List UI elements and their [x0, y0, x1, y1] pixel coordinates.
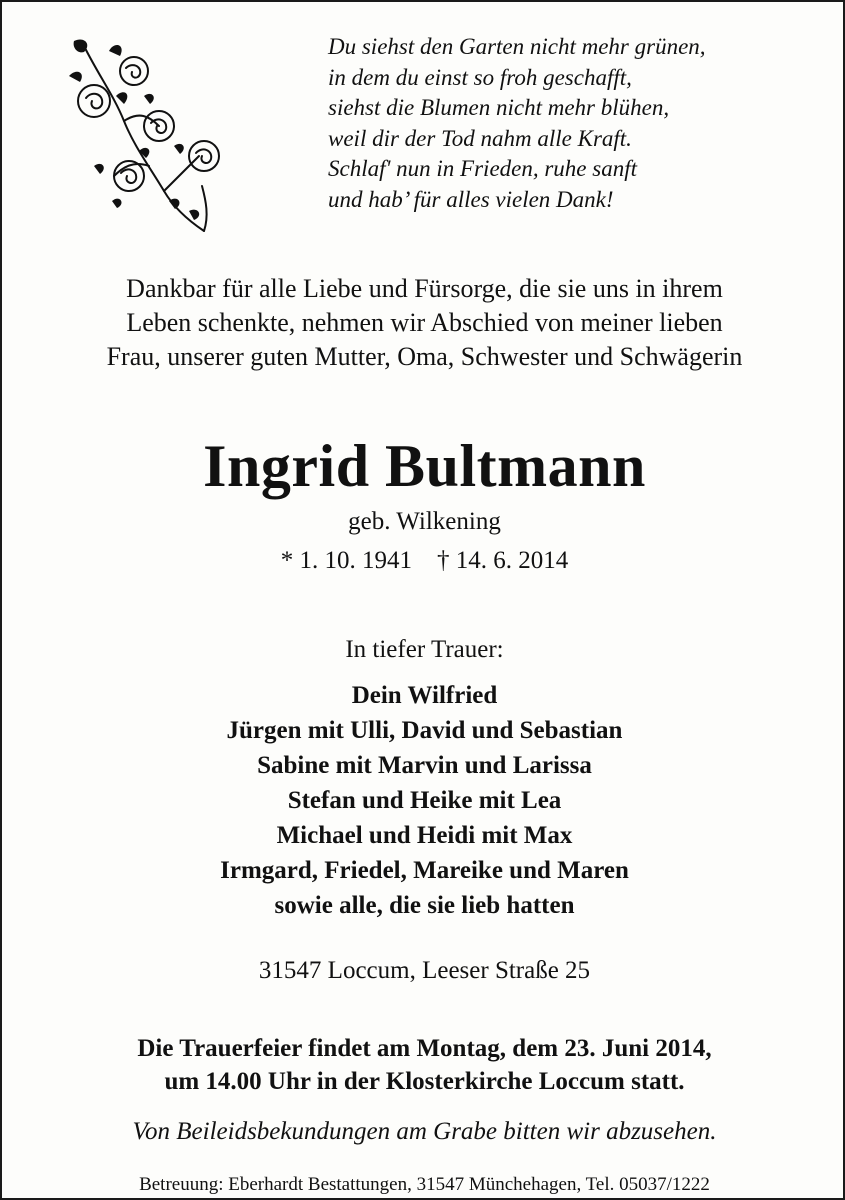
- address: 31547 Loccum, Leeser Straße 25: [258, 957, 591, 984]
- condolence-note: Von Beileidsbekundungen am Grabe bitten wir abzusehen.: [132, 1118, 717, 1145]
- mourner-line: Dein Wilfried: [351, 682, 498, 709]
- poem-line: und hab’ für alles vielen Dank!: [328, 186, 614, 212]
- intro-text: [2, 272, 845, 374]
- mourning-heading: In tiefer Trauer:: [345, 636, 504, 663]
- intro-line: Dankbar für alle Liebe und Fürsorge, die sie uns in ihrem: [126, 274, 723, 303]
- intro-line: Leben schenkte, nehmen wir Abschied von meiner lieben: [126, 308, 723, 337]
- poem-line: weil dir der Tod nahm alle Kraft.: [328, 125, 632, 151]
- poem-line: Schlaf' nun in Frieden, ruhe sanft: [328, 156, 637, 181]
- mourner-line: Stefan und Heike mit Lea: [287, 787, 562, 814]
- deceased-name: Ingrid Bultmann: [203, 433, 646, 499]
- poem-line: in dem du einst so froh geschafft,: [328, 64, 632, 90]
- mourner-line: Irmgard, Friedel, Mareike und Maren: [220, 857, 629, 884]
- mourner-line: Sabine mit Marvin und Larissa: [257, 752, 592, 779]
- mourner-line: Michael und Heidi mit Max: [276, 822, 573, 849]
- rose-branch-icon: [54, 26, 234, 236]
- life-dates: [2, 545, 845, 577]
- poem-line: siehst die Blumen nicht mehr blühen,: [328, 95, 670, 120]
- ceremony-info: [2, 1032, 845, 1098]
- mourner-line: Jürgen mit Ulli, David und Sebastian: [226, 717, 623, 744]
- poem-line: Du siehst den Garten nicht mehr grünen,: [328, 34, 706, 59]
- intro-line: Frau, unserer guten Mutter, Oma, Schwester und Schwägerin: [106, 342, 743, 371]
- death-date: † 14. 6. 2014: [437, 547, 569, 574]
- ceremony-line: Die Trauerfeier findet am Montag, dem 23. Juni 2014,: [137, 1035, 712, 1062]
- funeral-home-footer: Betreuung: Eberhardt Bestattungen, 31547 Münchehagen, Tel. 05037/1222: [139, 1174, 710, 1195]
- ceremony-line: um 14.00 Uhr in der Klosterkirche Loccum statt.: [164, 1068, 685, 1095]
- birth-date: * 1. 10. 1941: [280, 547, 412, 574]
- birth-name: geb. Wilkening: [348, 508, 501, 535]
- mourner-line: sowie alle, die sie lieb hatten: [274, 892, 575, 919]
- poem: [328, 32, 828, 215]
- mourners-list: [2, 678, 845, 923]
